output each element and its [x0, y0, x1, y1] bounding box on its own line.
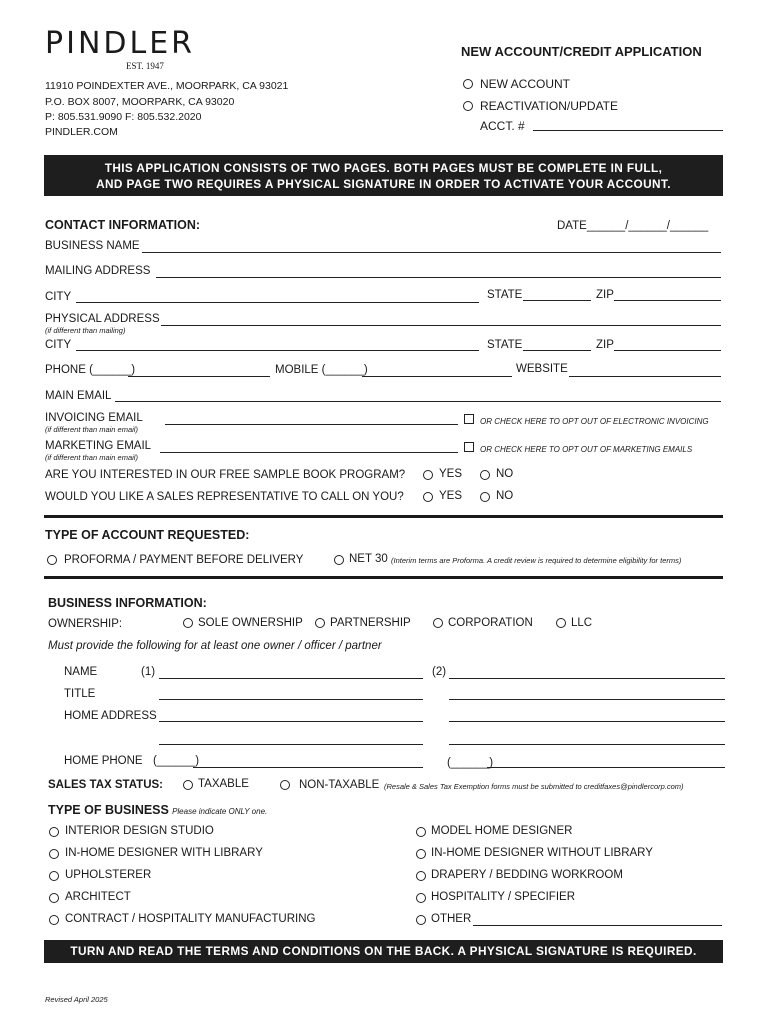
phone-field[interactable] [128, 376, 270, 377]
notice-line-2: AND PAGE TWO REQUIRES A PHYSICAL SIGNATURE IN ORDER TO ACTIVATE YOUR ACCOUNT. [96, 177, 671, 191]
signature-banner: TURN AND READ THE TERMS AND CONDITIONS ON THE BACK. A PHYSICAL SIGNATURE IS REQUIRED. [44, 940, 723, 963]
new-account-label: NEW ACCOUNT [480, 77, 570, 91]
must-provide-note: Must provide the following for at least one owner / officer / partner [48, 640, 382, 652]
website-label: WEBSITE [516, 363, 568, 375]
acct-label: ACCT. # [480, 119, 525, 133]
owner-1-name-field[interactable] [159, 678, 423, 679]
phone-fax-line: P: 805.531.9090 F: 805.532.2020 [45, 111, 202, 123]
opt-out-marketing-checkbox[interactable] [464, 442, 474, 452]
sample-yes-radio[interactable] [423, 470, 433, 480]
taxable-label: TAXABLE [198, 778, 249, 790]
business-type-radio[interactable] [49, 827, 59, 837]
non-taxable-radio[interactable] [280, 780, 290, 790]
sole-ownership-label: SOLE OWNERSHIP [198, 617, 303, 629]
opt-out-invoicing-label: OR CHECK HERE TO OPT OUT OF ELECTRONIC INVOICING [480, 417, 709, 426]
business-type-radio[interactable] [416, 915, 426, 925]
owner-2-marker: (2) [432, 666, 447, 678]
invoicing-email-hint: (if different than main email) [45, 425, 138, 434]
sales-tax-label: SALES TAX STATUS: [48, 779, 163, 791]
business-type-option: DRAPERY / BEDDING WORKROOM [431, 869, 623, 881]
physical-city-field[interactable] [76, 350, 479, 351]
main-email-field[interactable] [115, 401, 721, 402]
address-line-1: 11910 POINDEXTER AVE., MOORPARK, CA 93021 [45, 80, 289, 92]
business-type-option: CONTRACT / HOSPITALITY MANUFACTURING [65, 913, 316, 925]
other-field[interactable] [473, 925, 722, 926]
owner-title-label: TITLE [64, 688, 96, 700]
physical-zip-label: ZIP [596, 339, 614, 351]
owner-2-name-field[interactable] [449, 678, 725, 679]
business-type-radio[interactable] [49, 871, 59, 881]
business-type-option: INTERIOR DESIGN STUDIO [65, 825, 214, 837]
physical-address-hint: (if different than mailing) [45, 326, 126, 335]
owner-2-phone-area[interactable]: (______) [447, 757, 494, 769]
new-account-radio[interactable] [463, 79, 473, 89]
tax-note: (Resale & Sales Tax Exemption forms must be submitted to creditfaxes@pindlercorp.com) [384, 782, 684, 791]
owner-2-address-field-2[interactable] [449, 744, 725, 745]
section-divider-2 [44, 576, 723, 579]
net30-note: (Interim terms are Proforma. A credit review is required to determine eligibility for terms) [391, 556, 682, 565]
state-field[interactable] [523, 300, 591, 301]
notice-banner [44, 155, 723, 196]
business-type-radio[interactable] [49, 915, 59, 925]
physical-city-label: CITY [45, 339, 72, 351]
physical-address-label: PHYSICAL ADDRESS [45, 313, 160, 325]
phone-label: PHONE (______) [45, 364, 136, 376]
physical-state-field[interactable] [523, 350, 591, 351]
reactivation-radio[interactable] [463, 101, 473, 111]
llc-label: LLC [571, 617, 593, 629]
opt-out-marketing-label: OR CHECK HERE TO OPT OUT OF MARKETING EMAILS [480, 445, 693, 454]
mailing-address-field[interactable] [156, 277, 721, 278]
corporation-label: CORPORATION [448, 617, 533, 629]
business-info-title: BUSINESS INFORMATION: [48, 596, 207, 610]
business-type-title: TYPE OF BUSINESS [48, 803, 169, 817]
business-type-radio[interactable] [49, 849, 59, 859]
owner-1-title-field[interactable] [159, 699, 423, 700]
mailing-address-label: MAILING ADDRESS [45, 265, 151, 277]
mobile-label: MOBILE (______) [275, 364, 368, 376]
city-label: CITY [45, 291, 72, 303]
business-type-option: MODEL HOME DESIGNER [431, 825, 573, 837]
company-logo: PINDLER [45, 26, 195, 61]
marketing-email-field[interactable] [160, 452, 458, 453]
ownership-label: OWNERSHIP: [48, 618, 123, 630]
corporation-radio[interactable] [433, 618, 443, 628]
marketing-email-hint: (if different than main email) [45, 453, 138, 462]
marketing-email-label: MARKETING EMAIL [45, 440, 152, 452]
business-type-radio[interactable] [416, 893, 426, 903]
invoicing-email-field[interactable] [165, 424, 458, 425]
form-title: NEW ACCOUNT/CREDIT APPLICATION [461, 44, 702, 59]
partnership-label: PARTNERSHIP [330, 617, 411, 629]
owner-1-address-field-2[interactable] [159, 744, 423, 745]
owner-1-address-field[interactable] [159, 721, 423, 722]
business-name-field[interactable] [142, 252, 721, 253]
sole-ownership-radio[interactable] [183, 618, 193, 628]
business-type-radio[interactable] [416, 849, 426, 859]
rep-yes-radio[interactable] [423, 492, 433, 502]
zip-field[interactable] [614, 300, 721, 301]
owner-name-label: NAME [64, 666, 98, 678]
rep-no-label: NO [496, 490, 514, 502]
business-type-radio[interactable] [416, 827, 426, 837]
llc-radio[interactable] [556, 618, 566, 628]
physical-zip-field[interactable] [614, 350, 721, 351]
contact-section-title: CONTACT INFORMATION: [45, 218, 201, 232]
rep-no-radio[interactable] [480, 492, 490, 502]
net30-label: NET 30 [349, 553, 388, 565]
home-phone-label: HOME PHONE [64, 755, 143, 767]
sample-no-label: NO [496, 468, 514, 480]
business-type-radio[interactable] [49, 893, 59, 903]
rep-yes-label: YES [439, 490, 463, 502]
owner-2-phone-field[interactable] [487, 767, 725, 768]
owner-1-phone-field[interactable] [193, 767, 423, 768]
state-label: STATE [487, 289, 523, 301]
acct-field[interactable] [533, 130, 723, 131]
owner-2-title-field[interactable] [449, 699, 725, 700]
mobile-field[interactable] [362, 376, 512, 377]
sample-no-radio[interactable] [480, 470, 490, 480]
zip-label: ZIP [596, 289, 614, 301]
main-email-label: MAIN EMAIL [45, 390, 112, 402]
owner-2-address-field[interactable] [449, 721, 725, 722]
account-type-title: TYPE OF ACCOUNT REQUESTED: [45, 528, 250, 542]
business-type-header [48, 803, 267, 817]
business-type-hint: Please indicate ONLY one. [172, 807, 268, 816]
home-address-label: HOME ADDRESS [64, 710, 157, 722]
sample-book-question: ARE YOU INTERESTED IN OUR FREE SAMPLE BOOK PROGRAM? [45, 469, 406, 481]
city-field[interactable] [76, 302, 479, 303]
proforma-radio[interactable] [47, 555, 57, 565]
invoicing-email-label: INVOICING EMAIL [45, 412, 143, 424]
owner-1-marker: (1) [141, 666, 156, 678]
non-taxable-label: NON-TAXABLE [299, 779, 380, 791]
est-year: EST. 1947 [126, 61, 164, 71]
business-type-option: IN-HOME DESIGNER WITH LIBRARY [65, 847, 263, 859]
website-field[interactable] [569, 376, 721, 377]
business-name-label: BUSINESS NAME [45, 240, 140, 252]
website-line: PINDLER.COM [45, 126, 118, 138]
physical-address-field[interactable] [161, 325, 721, 326]
business-type-option: ARCHITECT [65, 891, 131, 903]
revised-date: Revised April 2025 [45, 995, 108, 1004]
partnership-radio[interactable] [315, 618, 325, 628]
sales-rep-question: WOULD YOU LIKE A SALES REPRESENTATIVE TO CALL ON YOU? [45, 491, 404, 503]
sample-yes-label: YES [439, 468, 463, 480]
business-type-option: UPHOLSTERER [65, 869, 152, 881]
business-type-option: HOSPITALITY / SPECIFIER [431, 891, 575, 903]
notice-line-1: THIS APPLICATION CONSISTS OF TWO PAGES. BOTH PAGES MUST BE COMPLETE IN FULL, [104, 161, 663, 175]
date-field[interactable]: DATE______/______/______ [557, 220, 709, 232]
owner-1-phone-area[interactable]: (______) [153, 755, 200, 767]
section-divider-1 [44, 515, 723, 518]
business-type-radio[interactable] [416, 871, 426, 881]
business-type-option: IN-HOME DESIGNER WITHOUT LIBRARY [431, 847, 653, 859]
address-line-2: P.O. BOX 8007, MOORPARK, CA 93020 [45, 96, 235, 108]
reactivation-label: REACTIVATION/UPDATE [480, 99, 619, 113]
business-type-option: OTHER [431, 913, 472, 925]
taxable-radio[interactable] [183, 780, 193, 790]
proforma-label: PROFORMA / PAYMENT BEFORE DELIVERY [64, 554, 304, 566]
physical-state-label: STATE [487, 339, 523, 351]
opt-out-invoicing-checkbox[interactable] [464, 414, 474, 424]
net30-radio[interactable] [334, 555, 344, 565]
